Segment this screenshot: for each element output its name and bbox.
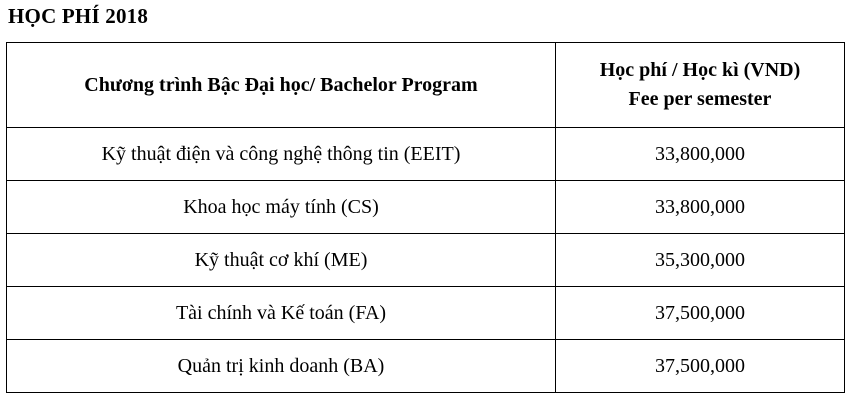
table-row: [7, 234, 845, 287]
program-cell: Khoa học máy tính (CS): [7, 181, 556, 234]
fee-header-line-2: Fee per semester: [628, 88, 772, 110]
fee-cell: 37,500,000: [556, 340, 845, 393]
table-row: [7, 128, 845, 181]
fee-column-header: [556, 43, 845, 128]
fee-cell: 37,500,000: [556, 287, 845, 340]
table-row: [7, 287, 845, 340]
table-header-row: [7, 43, 845, 128]
fee-cell: 33,800,000: [556, 128, 845, 181]
program-column-header: Chương trình Bậc Đại học/ Bachelor Program: [7, 43, 556, 128]
fee-cell: 33,800,000: [556, 181, 845, 234]
program-cell: Quản trị kinh doanh (BA): [7, 340, 556, 393]
page-title: HỌC PHÍ 2018: [8, 4, 149, 28]
fee-cell: 35,300,000: [556, 234, 845, 287]
tuition-fee-table: [6, 42, 845, 393]
fee-header-line-1: Học phí / Học kì (VND): [599, 59, 801, 81]
table-row: [7, 181, 845, 234]
program-cell: Kỹ thuật cơ khí (ME): [7, 234, 556, 287]
table-row: [7, 340, 845, 393]
program-cell: Tài chính và Kế toán (FA): [7, 287, 556, 340]
program-cell: Kỹ thuật điện và công nghệ thông tin (EEIT): [7, 128, 556, 181]
